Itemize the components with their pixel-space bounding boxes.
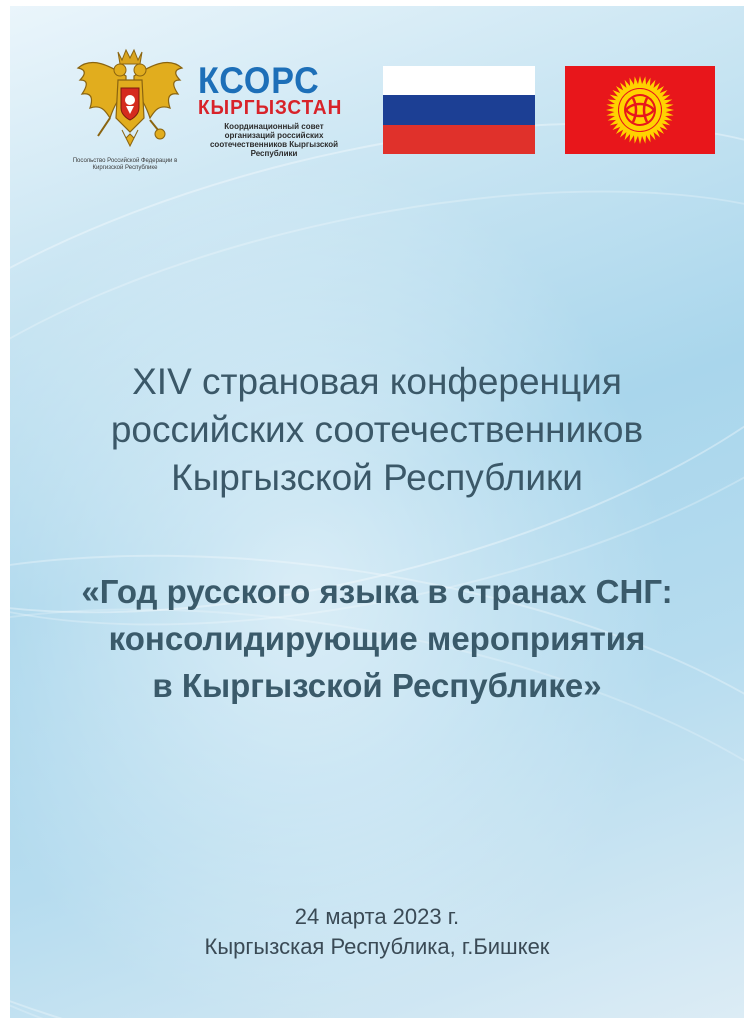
conference-title [10,358,744,502]
event-date: 24 марта 2023 г. [294,904,460,929]
ksors-logo-subtitle: КЫРГЫЗСТАН [198,97,343,119]
emblem-caption: Посольство Российской Федерации в Киргизской Республике [72,158,178,171]
event-location: Кыргызская Республика, г.Бишкек [204,934,550,959]
flag-stripe-red [383,125,535,154]
brochure-cover [10,6,744,1018]
ksors-logo-title: КСОРС [198,60,320,101]
conference-title-line: Кыргызской Республики [171,457,583,498]
flag-stripe-white [383,66,535,95]
russian-flag-icon [383,66,535,154]
conference-theme-line: в Кыргызской Республике» [152,667,602,704]
russian-coat-of-arms-icon [70,46,190,176]
conference-theme-line: консолидирующие мероприятия [108,620,646,657]
ksors-logo [198,60,358,158]
event-details [10,902,744,962]
ksors-logo-description: Координационный совет организаций российских соотечественников Кыргызской Республики [209,122,338,158]
conference-title-line: XIV страновая конференция [132,361,622,402]
flag-stripe-blue [383,95,535,124]
kyrgyz-flag-icon [565,66,715,154]
conference-title-line: российских соотечественников [110,409,644,450]
conference-theme [10,568,744,709]
conference-theme-line: «Год русского языка в странах СНГ: [81,573,673,610]
